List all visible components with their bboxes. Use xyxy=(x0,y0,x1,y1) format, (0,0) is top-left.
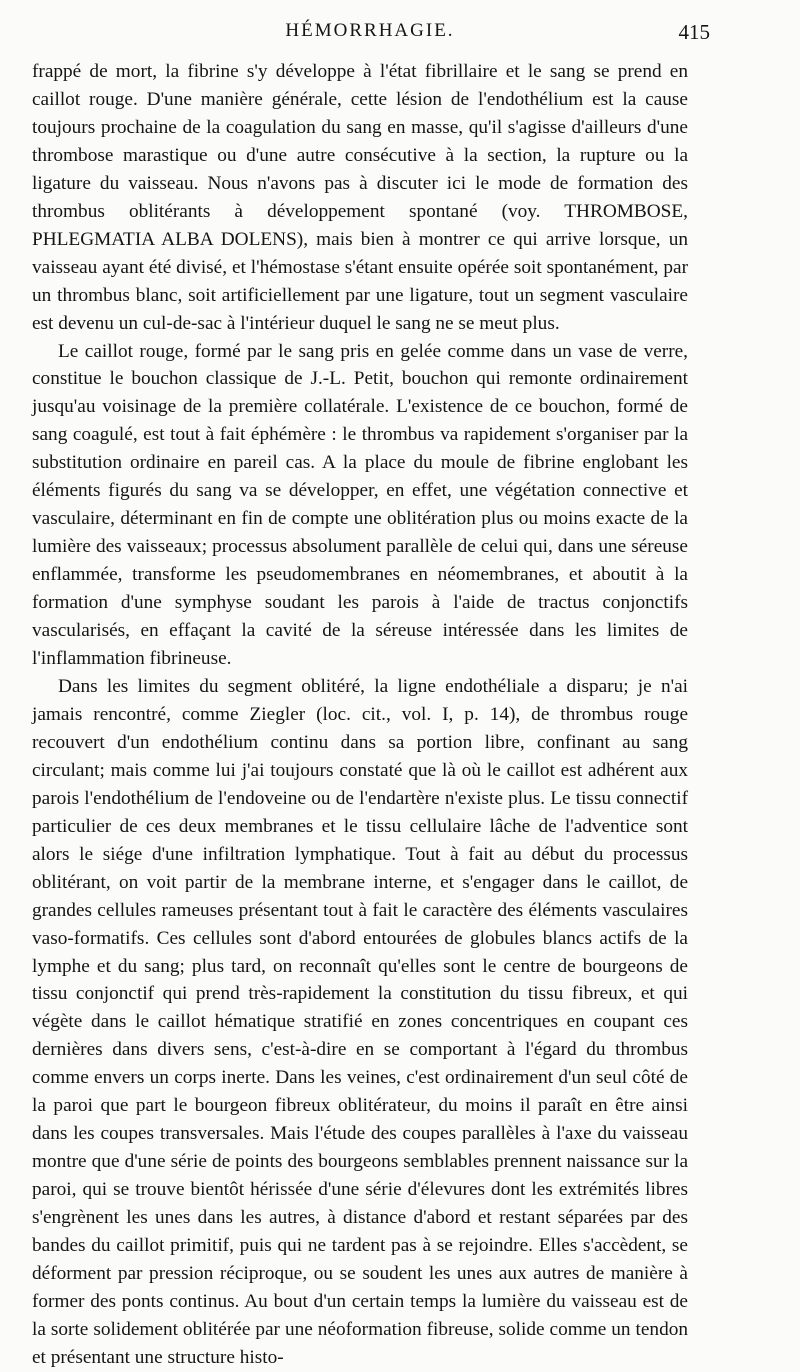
running-title: HÉMORRHAGIE. xyxy=(285,20,455,41)
body-text xyxy=(32,58,688,1372)
page-header xyxy=(30,18,710,46)
paragraph-caillot-rouge: Le caillot rouge, formé par le sang pris en gelée comme dans un vase de verre, constitue le bouchon classique de J.-L. Petit, bouchon qui remonte ordinairement jusqu'au voisinage de la première collatérale. L'existence de ce bouchon, formé de sang coagulé, est tout à fait éphémère : le thrombus va rapidement s'organiser par la substitution ordinaire en pareil cas. A la place du moule de fibrine englobant les éléments figurés du sang va se développer, en effet, une végétation connective et vasculaire, déterminant en fin de compte une oblitération plus ou moins exacte de la lumière des vaisseaux; processus absolument parallèle de celui qui, dans une séreuse enflammée, transforme les pseudomembranes en néomembranes, et aboutit à la formation d'une symphyse soudant les parois à l'aide de tractus conjonctifs vascularisés, en effaçant la cavité de la séreuse intéressée dans les limites de l'inflammation fibrineuse. xyxy=(32,340,688,670)
paragraph-segment-oblitere: Dans les limites du segment oblitéré, la ligne endothéliale a disparu; je n'ai jamais rencontré, comme Ziegler (loc. cit., vol. I, p. 14), de thrombus rouge recouvert d'un endothélium continu dans sa portion libre, confinant au sang circulant; mais comme lui j'ai toujours constaté que là où le caillot est adhérent aux parois l'endothélium de l'endoveine ou de l'endartère n'existe plus. Le tissu connectif particulier de ces deux membranes et le tissu cellulaire lâche de l'adventice sont alors le siége d'une infiltration lymphatique. Tout à fait au début du processus oblitérant, on voit partir de la membrane interne, et s'engager dans le caillot, de grandes cellules rameuses présentant tout à fait le caractère des éléments vasculaires vaso-formatifs. Ces cellules sont d'abord entourées de globules blancs actifs de la lymphe et du sang; plus tard, on reconnaît qu'elles sont le centre de bourgeons de tissu conjonctif qui prend très-rapidement la constitution du tissu fibreux, et qui végète dans le caillot hématique stratifié en zones concentriques en coupant ces dernières dans divers sens, c'est-à-dire en se comportant à l'égard du thrombus comme envers un corps inerte. Dans les veines, c'est ordinairement d'un seul côté de la paroi que part le bourgeon fibreux oblitérateur, du moins il paraît en être ainsi dans les coupes transversales. Mais l'étude des coupes parallèles à l'axe du vaisseau montre que d'une série de points des bourgeons semblables prennent naissance sur la paroi, qui se trouve bientôt hérissée d'une série d'élevures dont les extrémités libres s'engrènent les unes dans les autres, à distance d'abord et restant séparées par des bandes du caillot primitif, puis qui ne tardent pas à se rejoindre. Elles s'accèdent, se déforment par pression réciproque, ou se soudent les unes aux autres de manière à former des ponts continus. Au bout d'un certain temps la lumière du vaisseau est de la sorte solidement oblitérée par une néoformation fibreuse, solide comme un tendon et présentant une structure histo- xyxy=(32,675,688,1368)
paragraph-continuation: frappé de mort, la fibrine s'y développe à l'état fibrillaire et le sang se prend en caillot rouge. D'une manière générale, cette lésion de l'endothélium est la cause toujours prochaine de la coagulation du sang en masse, qu'il s'agisse d'ailleurs d'une thrombose marastique ou d'une autre consécutive à la section, la rupture ou la ligature du vaisseau. Nous n'avons pas à discuter ici le mode de formation des thrombus oblitérants à développement spontané (voy. THROMBOSE, PHLEGMATIA ALBA DOLENS), mais bien à montrer ce qui arrive lorsque, un vaisseau ayant été divisé, et l'hémostase s'étant ensuite opérée soit spontanément, par un thrombus blanc, soit artificiellement par une ligature, tout un segment vasculaire est devenu un cul-de-sac à l'intérieur duquel le sang ne se meut plus. xyxy=(32,61,688,334)
page-number: 415 xyxy=(678,20,710,44)
